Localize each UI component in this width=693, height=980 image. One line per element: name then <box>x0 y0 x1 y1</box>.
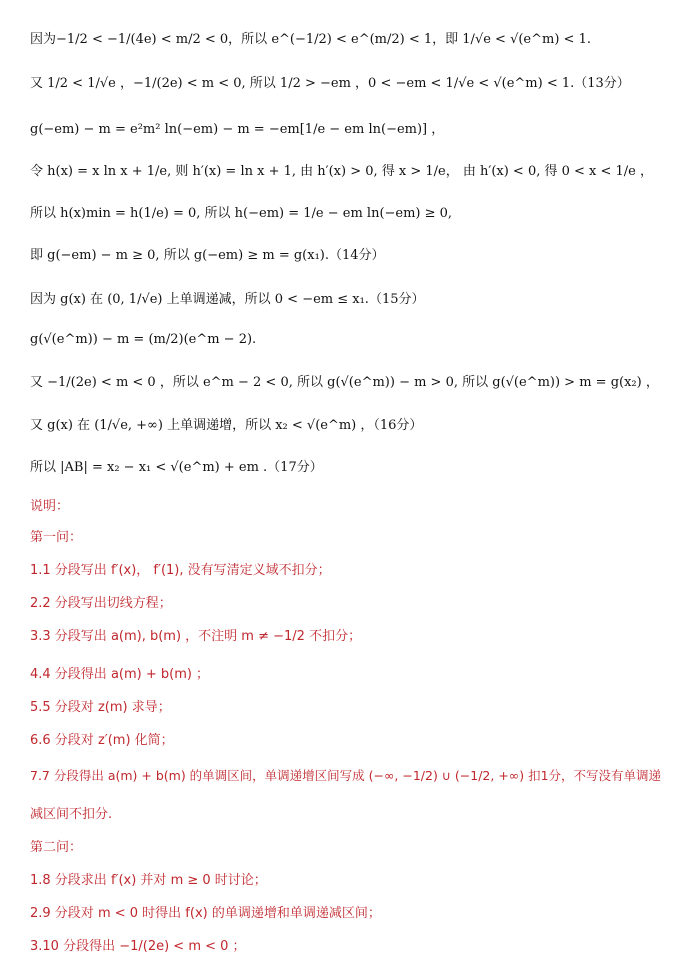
proof-line-10: 又 g(x) 在 (1/√e, +∞) 上单调递增，所以 x₂ < √(e^m) ，（16分） <box>30 418 423 433</box>
proof-line-1: 因为−1/2 < −1/(4e) < m/2 < 0，所以 e^(−1/2) < e^(m/2) < 1，即 1/√e < √(e^m) < 1. <box>30 32 591 47</box>
proof-line-9: 又 −1/(2e) < m < 0 ，所以 e^m − 2 < 0, 所以 g(√(e^m)) − m > 0, 所以 g(√(e^m)) > m = g(x₂) ， <box>30 375 659 390</box>
note-item: 3.3 分段写出 a(m), b(m) ，不注明 m ≠ −1/2 不扣分； <box>30 629 362 644</box>
proof-line-3: g(−em) − m = e²m² ln(−em) − m = −em[1/e − em ln(−em)] ， <box>30 122 445 137</box>
note-item-cont: 减区间不扣分. <box>30 807 113 822</box>
proof-line-4: 令 h(x) = x ln x + 1/e, 则 h′(x) = ln x + 1, 由 h′(x) > 0, 得 x > 1/e， 由 h′(x) < 0, 得 0 < x < 1/e ， <box>30 164 654 179</box>
note-item: 3.10 分段得出 −1/(2e) < m < 0 ； <box>30 939 246 954</box>
proof-line-6: 即 g(−em) − m ≥ 0, 所以 g(−em) ≥ m = g(x₁).（14分） <box>30 248 385 263</box>
note-item: 5.5 分段对 z(m) 求导； <box>30 700 171 715</box>
proof-line-11: 所以 |AB| = x₂ − x₁ < √(e^m) + em .（17分） <box>30 460 323 475</box>
part-one-heading: 第一问： <box>30 530 83 545</box>
proof-line-2: 又 1/2 < 1/√e ，−1/(2e) < m < 0, 所以 1/2 > −em ，0 < −em < 1/√e < √(e^m) < 1.（13分） <box>30 76 630 91</box>
note-item: 4.4 分段得出 a(m) + b(m) ； <box>30 667 210 682</box>
note-item: 1.8 分段求出 f′(x) 并对 m ≥ 0 时讨论； <box>30 873 267 888</box>
proof-line-5: 所以 h(x)min = h(1/e) = 0, 所以 h(−em) = 1/e − em ln(−em) ≥ 0, <box>30 206 453 221</box>
proof-line-8: g(√(e^m)) − m = (m/2)(e^m − 2). <box>30 332 257 347</box>
note-item: 2.9 分段对 m < 0 时得出 f(x) 的单调递增和单调递减区间； <box>30 906 381 921</box>
note-item: 6.6 分段对 z′(m) 化简； <box>30 733 174 748</box>
note-item: 7.7 分段得出 a(m) + b(m) 的单调区间，单调递增区间写成 (−∞, −1/2) ∪ (−1/2, +∞) 扣1分，不写没有单调递 <box>30 768 662 783</box>
part-two-heading: 第二问： <box>30 840 83 855</box>
note-item: 1.1 分段写出 f′(x)， f′(1), 没有写清定义域不扣分； <box>30 563 331 578</box>
note-item: 2.2 分段写出切线方程； <box>30 596 172 611</box>
notes-heading: 说明： <box>30 499 70 514</box>
proof-line-7: 因为 g(x) 在 (0, 1/√e) 上单调递减，所以 0 < −em ≤ x₁.（15分） <box>30 292 425 307</box>
